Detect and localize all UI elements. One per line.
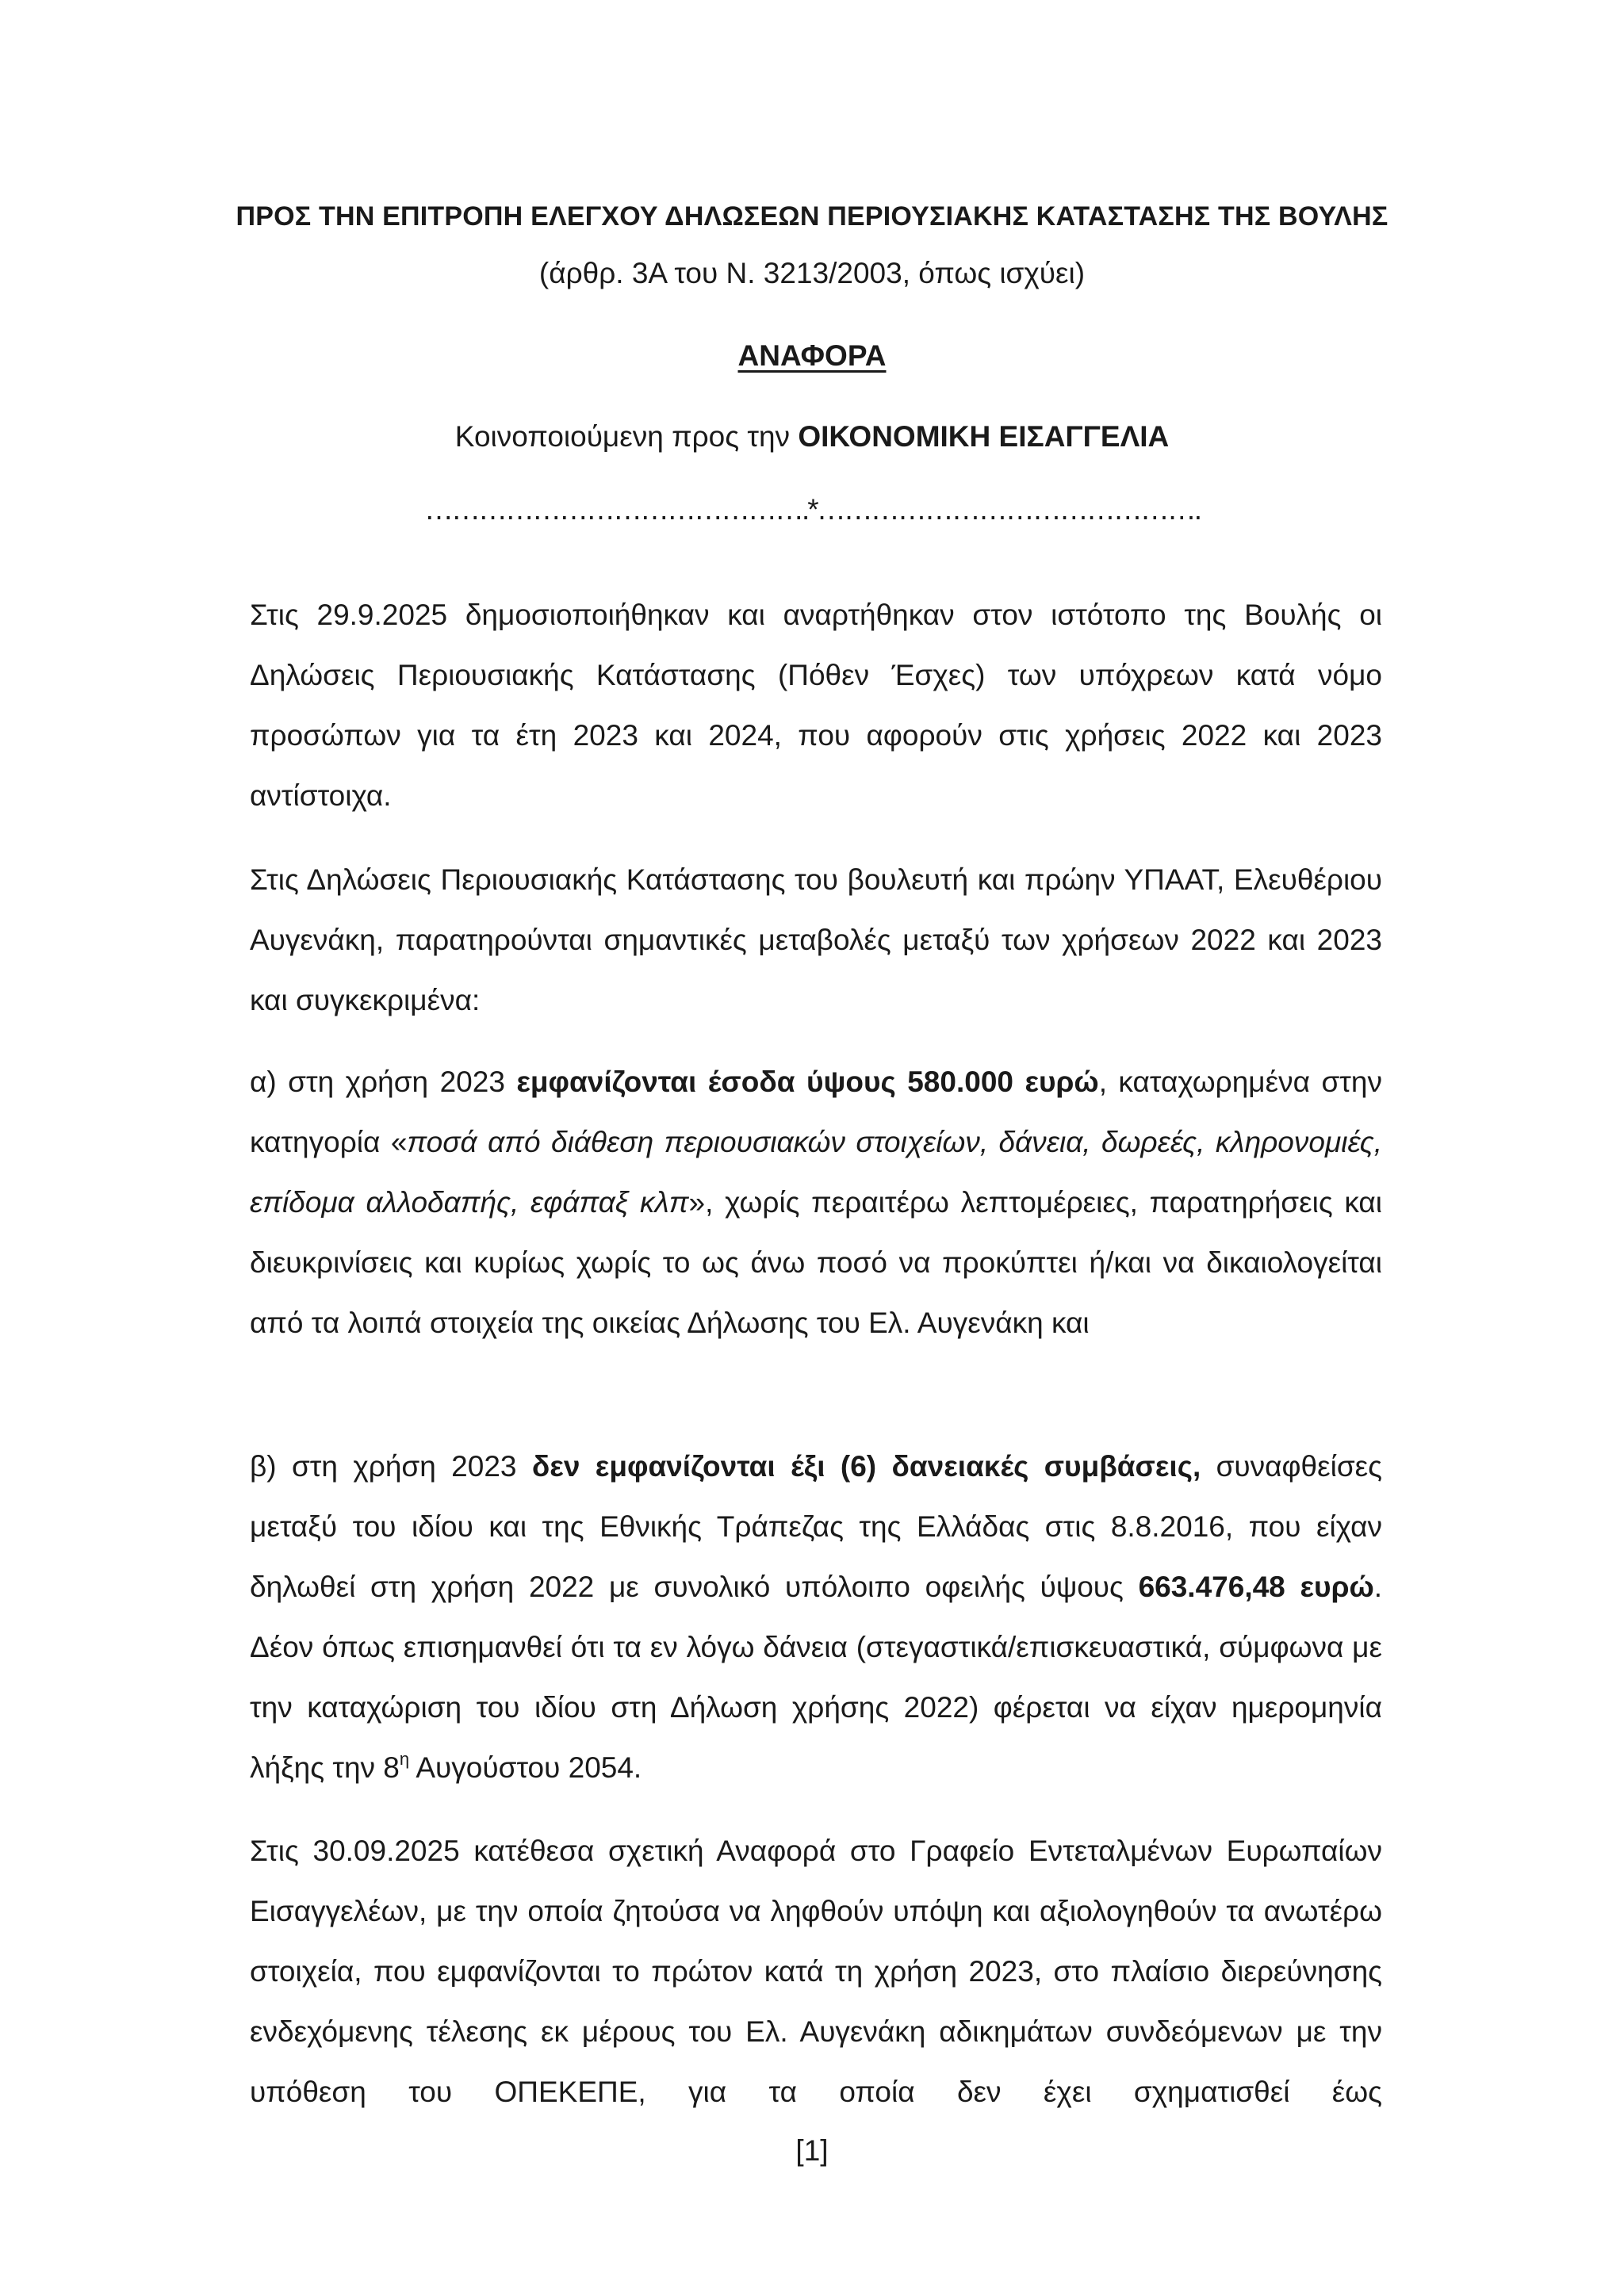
item-b-text-1: β) στη χρήση 2023 (250, 1450, 532, 1483)
notification-prefix: Κοινοποιούμενη προς την (454, 420, 799, 453)
paragraph-publication: Στις 29.9.2025 δημοσιοποιήθηκαν και αναρτήθηκαν στον ιστότοπο της Βουλής οι Δηλώσεις Περιουσιακής Κατάστασης (Πόθεν Έσχες) των υπόχρεων κατά νόμο προσώπων για τα έτη 2023 και 2024, που αφορούν στις χρήσεις 2022 και 2023 αντίστοιχα. (250, 599, 1382, 812)
item-b-text-3: . Δέον όπως επισημανθεί ότι τα εν λόγω δάνεια (στεγαστικά/επισκευαστικά, σύμφωνα με την καταχώριση του ιδίου στη Δήλωση χρήσης 2022) φέρεται να είχαν ημερομηνία λήξης την 8 (250, 1571, 1382, 1784)
notification-target: ΟΙΚΟΝΟΜΙΚΗ ΕΙΣΑΓΓΕΛΙΑ (798, 420, 1170, 453)
item-b-text-4: Αυγούστου 2054. (409, 1751, 642, 1784)
document-title: ΠΡΟΣ ΤΗΝ ΕΠΙΤΡΟΠΗ ΕΛΕΓΧΟΥ ΔΗΛΩΣΕΩΝ ΠΕΡΙΟΥΣΙΑΚΗΣ ΚΑΤΑΣΤΑΣΗΣ ΤΗΣ ΒΟΥΛΗΣ (236, 201, 1388, 232)
dotted-separator: …………………………………….*……………………………………. (424, 493, 1200, 526)
notification-line (0, 420, 1624, 453)
item-a-text-1: α) στη χρήση 2023 (250, 1066, 517, 1098)
item-a-text-3: », χωρίς περαιτέρω λεπτομέρειες, παρατηρήσεις και διευκρινίσεις και κυρίως χωρίς το ως άνω ποσό να προκύπτει ή/και να δικαιολογείται από τα λοιπά στοιχεία της οικείας Δήλωσης του Ελ. Αυγενάκη και (250, 1186, 1382, 1339)
item-b-text-2: συναφθείσες μεταξύ του ιδίου και της Εθνικής Τράπεζας της Ελλάδας στις 8.8.2016, που είχαν δηλωθεί στη χρήση 2022 με συνολικό υπόλοιπο οφειλής ύψους (250, 1450, 1383, 1603)
item-b-bold-amount: 663.476,48 ευρώ (1138, 1571, 1374, 1603)
item-a-bold-income: εμφανίζονται έσοδα ύψους 580.000 ευρώ (516, 1066, 1099, 1098)
paragraph-observations: Στις Δηλώσεις Περιουσιακής Κατάστασης του βουλευτή και πρώην ΥΠΑΑΤ, Ελευθέριου Αυγενάκη, παρατηρούνται σημαντικές μεταβολές μεταξύ των χρήσεων 2022 και 2023 και συγκεκριμένα: (250, 863, 1382, 1016)
report-heading: ΑΝΑΦΟΡΑ (737, 339, 887, 372)
page-number: [1] (795, 2134, 829, 2167)
item-b-bold-loans: δεν εμφανίζονται έξι (6) δανειακές συμβάσεις, (531, 1450, 1201, 1483)
paragraph-item-b (250, 1437, 1382, 1798)
paragraph-item-a (250, 1052, 1382, 1353)
item-a-text-2: , καταχωρημένα στην κατηγορία « (250, 1066, 1382, 1158)
paragraph-filing: Στις 30.09.2025 κατέθεσα σχετική Αναφορά στο Γραφείο Εντεταλμένων Ευρωπαίων Εισαγγελέων, με την οποία ζητούσα να ληφθούν υπόψη και αξιολογηθούν τα ανωτέρω στοιχεία, που εμφανίζονται το πρώτον κατά τη χρήση 2023, στο πλαίσιο διερεύνησης ενδεχόμενης τέλεσης εκ μέρους του Ελ. Αυγενάκη αδικημάτων συνδεόμενων με την υπόθεση του ΟΠΕΚΕΠΕ, για τα οποία δεν έχει σχηματισθεί έως (250, 1835, 1382, 2108)
item-a-italic-category: ποσά από διάθεση περιουσιακών στοιχείων, δάνεια, δωρεές, κληρονομιές, επίδομα αλλοδαπής, εφάπαξ κλπ (250, 1126, 1382, 1219)
item-b-superscript: η (399, 1749, 410, 1769)
legal-reference: (άρθρ. 3Α του Ν. 3213/2003, όπως ισχύει) (538, 257, 1086, 289)
